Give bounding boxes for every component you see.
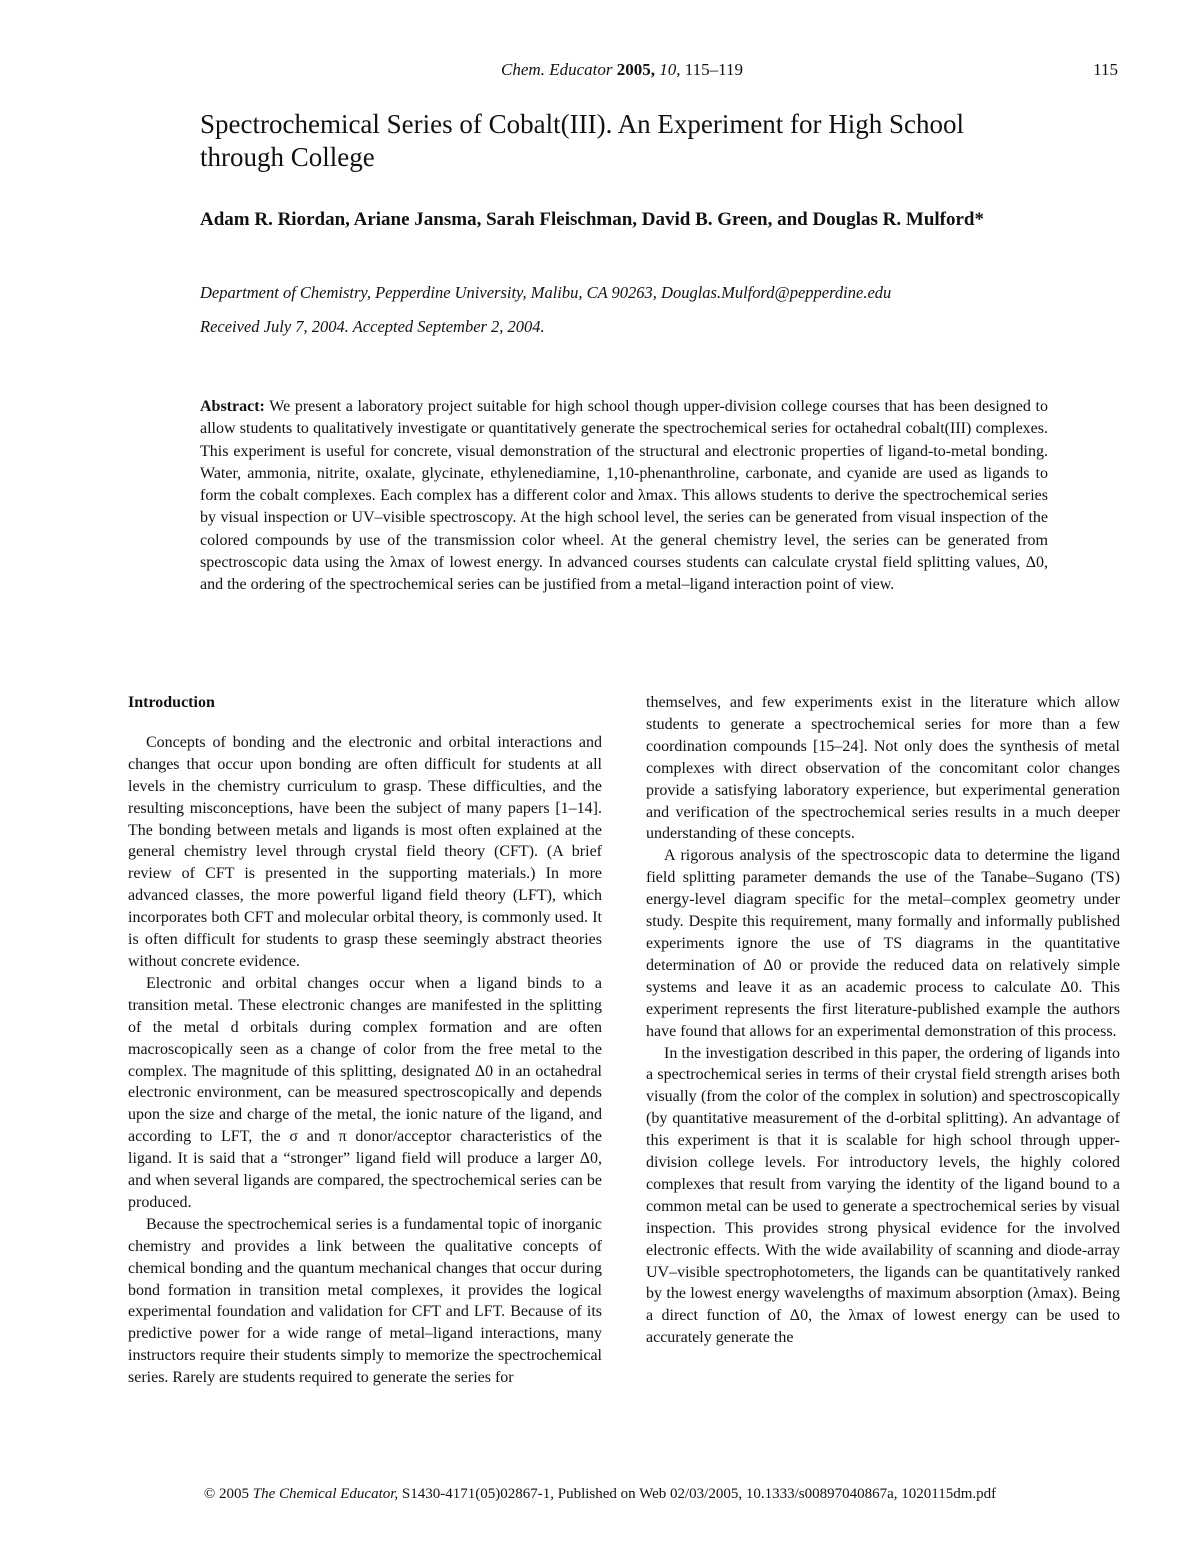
page-number: 115 (1093, 60, 1118, 79)
body-paragraph: A rigorous analysis of the spectroscopic data to determine the ligand field splitting parameter demands the use of the Tanabe–Sugano (TS) energy-level diagram specific for the metal–complex geometry under study. Despite this requirement, many formally and informally published experiments ignore the use of TS diagrams in the quantitative determination of Δ0 or provide the reduced data on relatively simple systems and leave it as an academic process to calculate Δ0. This experiment represents the first literature-published example the authors have found that allows for an experimental demonstration of this process. (646, 847, 1120, 1040)
affiliation: Department of Chemistry, Pepperdine University, Malibu, CA 90263, Douglas.Mulford@pepperdine.edu (200, 283, 892, 302)
received-dates: Received July 7, 2004. Accepted September 2, 2004. (200, 317, 545, 336)
right-column (646, 692, 1120, 1349)
body-paragraph: Because the spectrochemical series is a fundamental topic of inorganic chemistry and provides a link between the qualitative concepts of chemical bonding and the quantum mechanical changes that occur during bond formation in transition metal complexes, it provides the logical experimental foundation and validation for CFT and LFT. Because of its predictive power for a wide range of metal–ligand interactions, many instructors require their students simply to memorize the spectrochemical series. Rarely are students required to generate the series for (128, 1215, 602, 1387)
journal-name: Chem. Educator (501, 60, 613, 79)
footer-details: S1430-4171(05)02867-1, Published on Web 02/03/2005, 10.1333/s00897040867a, 1020115dm.pdf (401, 1486, 997, 1502)
left-column (128, 692, 602, 1389)
section-heading-introduction: Introduction (128, 694, 215, 711)
footer-journal: The Chemical Educator, (252, 1486, 399, 1502)
body-paragraph: themselves, and few experiments exist in the literature which allow students to generate a spectrochemical series for more than a few coordination compounds [15–24]. Not only does the synthesis of metal complexes with direct observation of the concomitant color changes provide a satisfying laboratory experience, but experimental generation and verification of the spectrochemical series results in a much deeper understanding of these concepts. (646, 694, 1120, 843)
abstract-text: We present a laboratory project suitable for high school though upper-division college courses that has been designed to allow students to qualitatively investigate or quantitatively generate the spectrochemical series for octahedral cobalt(III) complexes. This experiment is useful for concrete, visual demonstration of the structural and electronic properties of ligand-to-metal bonding. Water, ammonia, nitrite, oxalate, glycinate, ethylenediamine, 1,10-phenanthroline, carbonate, and cyanide are used as ligands to form the cobalt complexes. Each complex has a different color and λmax. This allows students to derive the spectrochemical series by visual inspection or UV–visible spectroscopy. At the high school level, the series can be generated from visual inspection of the colored compounds by use of the transmission color wheel. At the general chemistry level, the series can be generated from spectroscopic data using the λmax of lowest energy. In advanced courses students can calculate crystal field splitting values, Δ0, and the ordering of the spectrochemical series can be justified from a metal–ligand interaction point of view. (200, 398, 1048, 594)
journal-pages: 115–119 (684, 60, 743, 79)
author-list: Adam R. Riordan, Ariane Jansma, Sarah Fleischman, David B. Green, and Douglas R. Mulford* (200, 209, 984, 230)
page-footer (0, 1486, 1200, 1503)
body-paragraph: Concepts of bonding and the electronic and orbital interactions and changes that occur upon bonding are often difficult for students at all levels in the chemistry curriculum to grasp. These difficulties, and the resulting misconceptions, have been the subject of many papers [1–14]. The bonding between metals and ligands is most often explained at the general chemistry level through crystal field theory (CFT). (A brief review of CFT is presented in the supporting materials.) In more advanced classes, the more powerful ligand field theory (LFT), which incorporates both CFT and molecular orbital theory, is commonly used. It is often difficult for students to grasp these seemingly abstract theories without concrete evidence. (128, 733, 602, 970)
abstract-label: Abstract: (200, 398, 265, 415)
journal-citation (0, 60, 1200, 80)
article-title: Spectrochemical Series of Cobalt(III). An Experiment for High School through College (200, 109, 965, 172)
journal-volume: 10, (659, 60, 681, 79)
body-paragraph: In the investigation described in this paper, the ordering of ligands into a spectrochemical series in terms of their crystal field strength arises both visually (from the color of the complex in solution) and spectroscopically (by quantitative measurement of the d-orbital splitting). An advantage of this experiment is that it is scalable for high school through upper-division college levels. For introductory levels, the highly colored complexes that result from varying the identity of the ligand bound to a common metal can be used to generate a spectrochemical series by visual inspection. This provides strong physical evidence for the involved electronic effects. With the wide availability of scanning and diode-array UV–visible spectrophotometers, the ligands can be quantitatively ranked by the lowest energy wavelengths of maximum absorption (λmax). Being a direct function of Δ0, the λmax of lowest energy can be used to accurately generate the (646, 1044, 1120, 1347)
footer-copyright: © 2005 (203, 1486, 250, 1502)
journal-year: 2005, (616, 60, 655, 79)
abstract (200, 396, 1048, 597)
body-paragraph: Electronic and orbital changes occur when a ligand binds to a transition metal. These electronic changes are manifested in the splitting of the metal d orbitals during complex formation and are often macroscopically seen as a change of color from the free metal to the complex. The magnitude of this splitting, designated Δ0 in an octahedral electronic environment, can be measured spectroscopically and depends upon the size and charge of the metal, the ionic nature of the ligand, and according to LFT, the σ and π donor/acceptor characteristics of the ligand. It is said that a “stronger” ligand field will produce a larger Δ0, and when several ligands are compared, the spectrochemical series can be produced. (128, 974, 602, 1211)
